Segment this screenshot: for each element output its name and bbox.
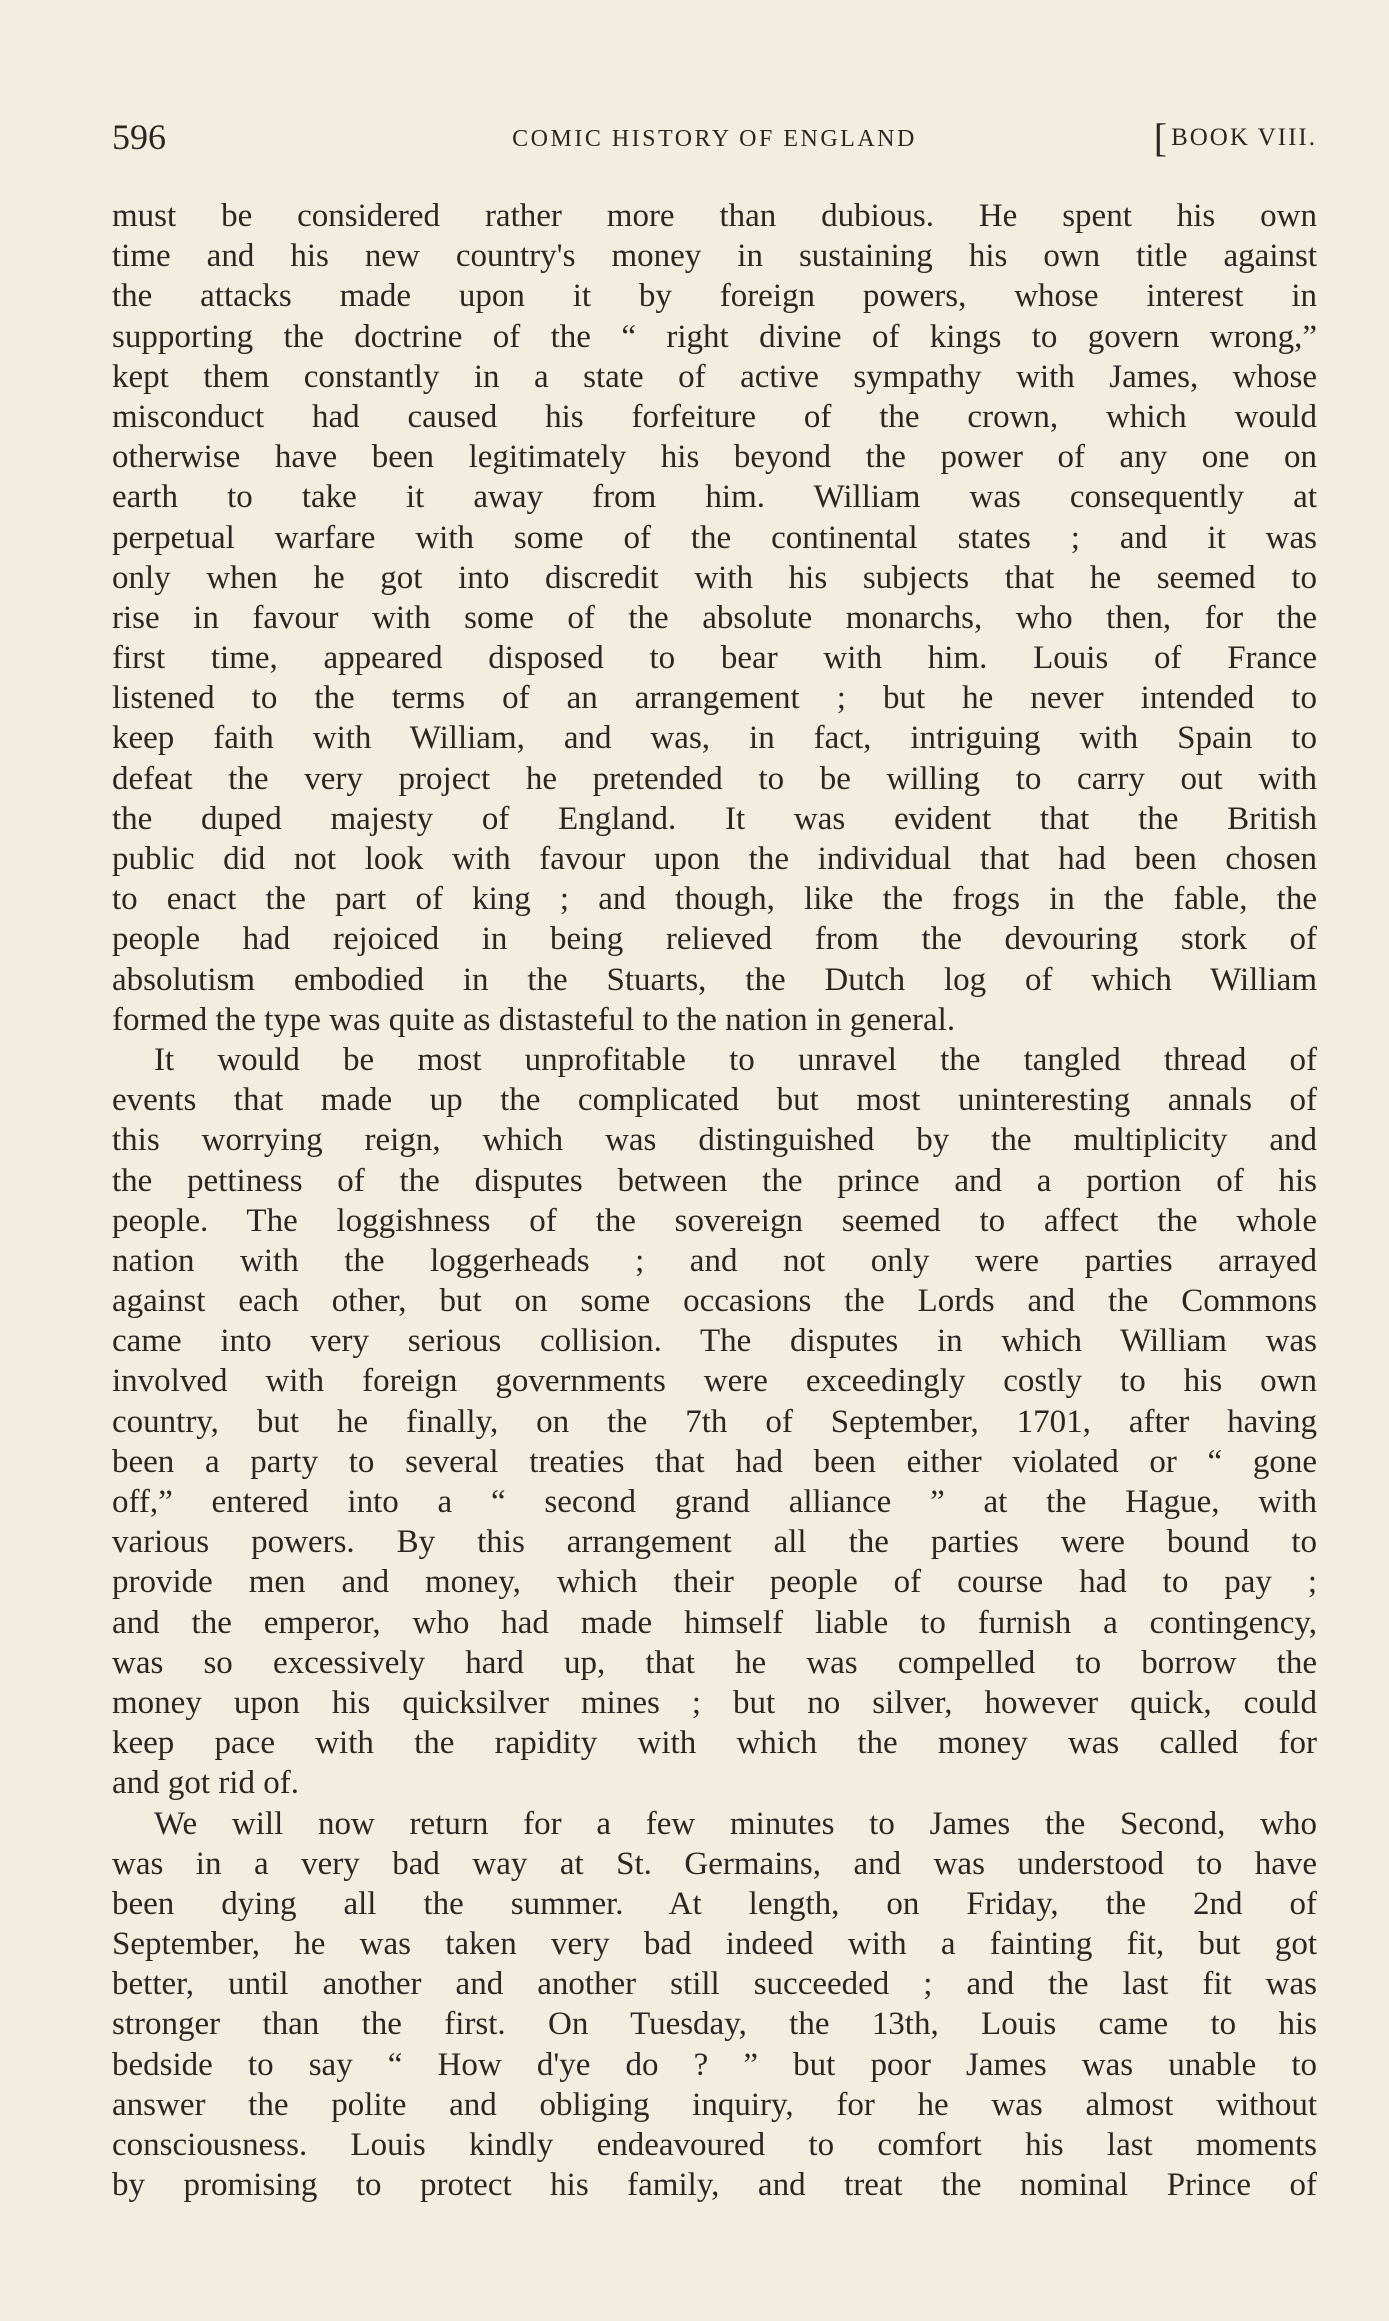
text-line: public did not look with favour upon the individual that had been chosen (112, 841, 1317, 877)
text-line: involved with foreign governments were exceedingly costly to his own (112, 1363, 1317, 1400)
text-line: by promising to protect his family, and treat the nominal Prince of (112, 2167, 1317, 2204)
text-line: the pettiness of the disputes between the prince and a portion of his (112, 1162, 1317, 1199)
text-line: time and his new country's money in sustaining his own title against (112, 238, 1317, 275)
text-line: misconduct had caused his forfeiture of the crown, which would (112, 398, 1317, 435)
text-line: otherwise have been legitimately his beyond the power of any one on (112, 439, 1317, 476)
text-line: came into very serious collision. The disputes in which William was (112, 1323, 1317, 1360)
text-line: earth to take it away from him. William was consequently at (112, 479, 1317, 516)
text-line: absolutism embodied in the Stuarts, the Dutch log of which William (112, 961, 1317, 998)
text-line: this worrying reign, which was distinguished by the multiplicity and (112, 1122, 1317, 1159)
text-line: defeat the very project he pretended to be willing to carry out with (112, 760, 1317, 797)
text-line: listened to the terms of an arrangement ; but he never intended to (112, 680, 1317, 717)
paragraph (112, 1804, 1317, 2206)
text-line: must be considered rather more than dubious. He spent his own (112, 198, 1317, 234)
text-line: rise in favour with some of the absolute monarchs, who then, for the (112, 599, 1317, 636)
text-line: perpetual warfare with some of the continental states ; and it was (112, 519, 1317, 556)
text-line: money upon his quicksilver mines ; but no silver, however quick, could (112, 1684, 1317, 1721)
text-line: stronger than the first. On Tuesday, the 13th, Louis came to his (112, 2006, 1317, 2043)
text-line: We will now return for a few minutes to James the Second, who (154, 1805, 1317, 1842)
text-line: It would be most unprofitable to unravel the tangled thread of (154, 1041, 1317, 1078)
text-line: keep pace with the rapidity with which the money was called for (112, 1725, 1317, 1762)
text-line: better, until another and another still succeeded ; and the last fit was (112, 1966, 1317, 2003)
page-number: 596 (112, 117, 166, 157)
bracket-glyph: [ (1153, 115, 1170, 160)
text-line: September, he was taken very bad indeed with a fainting fit, but got (112, 1926, 1317, 1963)
text-line: answer the polite and obliging inquiry, for he was almost without (112, 2086, 1317, 2123)
text-line: and the emperor, who had made himself liable to furnish a contingency, (112, 1604, 1317, 1641)
body-text (112, 196, 1317, 2205)
text-line: against each other, but on some occasions the Lords and the Commons (112, 1283, 1317, 1320)
text-line: country, but he finally, on the 7th of September, 1701, after having (112, 1403, 1317, 1440)
text-line: the attacks made upon it by foreign powers, whose interest in (112, 278, 1317, 315)
text-line: people. The loggishness of the sovereign seemed to affect the whole (112, 1202, 1317, 1239)
text-line: nation with the loggerheads ; and not only were parties arrayed (112, 1242, 1317, 1279)
text-line: various powers. By this arrangement all the parties were bound to (112, 1524, 1317, 1561)
text-line: keep faith with William, and was, in fact, intriguing with Spain to (112, 720, 1317, 757)
text-line: supporting the doctrine of the “ right divine of kings to govern wrong,” (112, 318, 1317, 355)
text-line: was in a very bad way at St. Germains, and was understood to have (112, 1845, 1317, 1882)
book-reference (1154, 114, 1317, 162)
text-line: was so excessively hard up, that he was compelled to borrow the (112, 1644, 1317, 1681)
text-line: formed the type was quite as distasteful to the nation in general. (112, 1001, 956, 1038)
text-line: people had rejoiced in being relieved from the devouring stork of (112, 921, 1317, 958)
text-line: off,” entered into a “ second grand alliance ” at the Hague, with (112, 1484, 1317, 1520)
book-reference-label: BOOK VIII. (1171, 124, 1317, 151)
text-line: only when he got into discredit with his subjects that he seemed to (112, 559, 1317, 596)
text-line: the duped majesty of England. It was evident that the British (112, 800, 1317, 837)
running-title: COMIC HISTORY OF ENGLAND (512, 126, 917, 152)
text-line: been dying all the summer. At length, on Friday, the 2nd of (112, 1885, 1317, 1922)
text-line: events that made up the complicated but most uninteresting annals of (112, 1082, 1317, 1119)
text-line: to enact the part of king ; and though, like the frogs in the fable, the (112, 881, 1317, 918)
paragraph (112, 196, 1317, 1040)
text-line: provide men and money, which their people of course had to pay ; (112, 1564, 1317, 1601)
paragraph (112, 1040, 1317, 1804)
text-line: first time, appeared disposed to bear with him. Louis of France (112, 640, 1317, 677)
text-line: and got rid of. (112, 1765, 299, 1802)
running-head (112, 112, 1317, 162)
text-line: been a party to several treaties that had been either violated or “ gone (112, 1443, 1317, 1480)
text-line: kept them constantly in a state of active sympathy with James, whose (112, 358, 1317, 395)
text-line: consciousness. Louis kindly endeavoured to comfort his last moments (112, 2127, 1317, 2163)
text-line: bedside to say “ How d'ye do ? ” but poor James was unable to (112, 2046, 1317, 2083)
